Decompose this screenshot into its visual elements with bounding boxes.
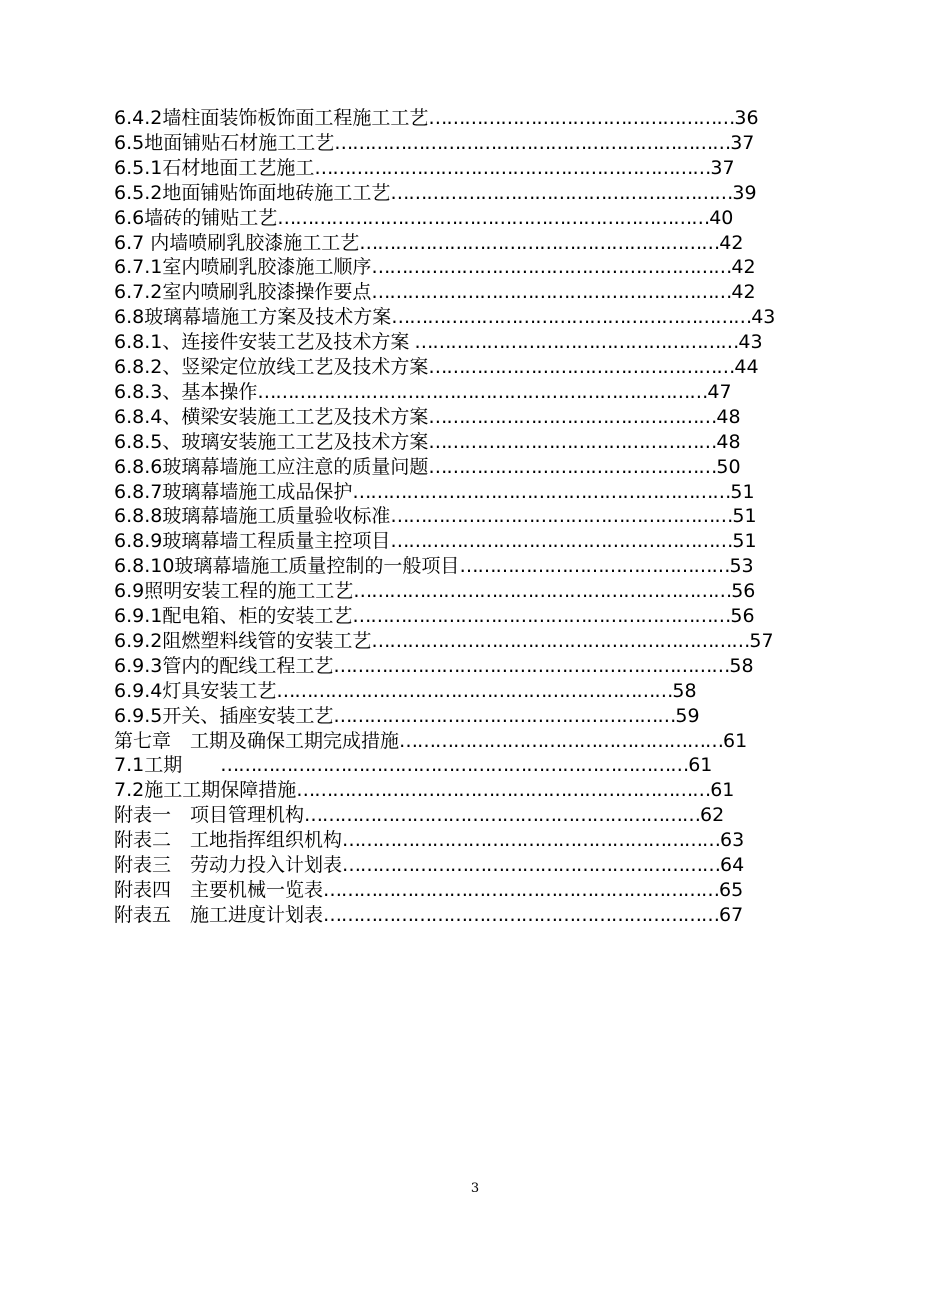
toc-entry-title: 6.8.7玻璃幕墙施工成品保护	[114, 480, 353, 503]
toc-leader-dots: ………………………………………………………	[353, 580, 732, 603]
toc-entry-title: 6.9照明安装工程的施工工艺	[114, 580, 354, 603]
toc-entry-page: 43	[751, 306, 776, 329]
toc-entry-page: 51	[730, 480, 755, 503]
toc-entry	[114, 405, 741, 430]
toc-entry	[114, 330, 763, 355]
toc-entry-title: 6.5地面铺贴石材施工工艺	[114, 131, 335, 154]
toc-entry	[114, 903, 743, 928]
toc-entry-page: 65	[719, 878, 744, 901]
toc-entry-title: 6.8.1、连接件安装工艺及技术方案	[114, 331, 410, 354]
toc-entry	[114, 529, 757, 554]
toc-entry-page: 61	[710, 779, 735, 802]
toc-leader-dots: …………………………………………………………	[276, 679, 673, 702]
toc-entry-title: 6.8.10玻璃幕墙施工质量控制的一般项目	[114, 555, 460, 578]
toc-leader-dots: ………………………………………	[459, 555, 730, 578]
toc-leader-dots: ………………………………………………………	[371, 629, 750, 652]
toc-entry-title: 第七章 工期及确保工期完成措施	[114, 729, 400, 752]
toc-entry-page: 48	[716, 405, 741, 428]
toc-entry-page: 37	[730, 131, 755, 154]
toc-entry-title: 6.8.6玻璃幕墙施工应注意的质量问题	[114, 455, 429, 478]
toc-entry-page: 56	[730, 605, 755, 627]
toc-leader-dots: …………………………………………………	[390, 181, 733, 204]
toc-entry-title: 6.8.4、横梁安装施工工艺及技术方案	[114, 405, 429, 428]
toc-leader-dots: ……………………………………………………………	[296, 779, 711, 802]
toc-entry-title: 附表一 项目管理机构	[114, 804, 305, 827]
toc-entry-title: 6.5.2地面铺贴饰面地砖施工工艺	[114, 181, 391, 204]
toc-entry-title: 6.5.1石材地面工艺施工	[114, 156, 315, 179]
toc-leader-dots: ……………………………………………………	[391, 306, 752, 329]
toc-entry	[114, 778, 734, 803]
toc-entry-page: 42	[731, 256, 756, 279]
toc-entry	[114, 355, 759, 380]
toc-entry	[114, 604, 755, 629]
page-number: 3	[470, 1181, 480, 1196]
toc-leader-dots: ………………………………………………………	[342, 829, 721, 852]
toc-entry	[114, 455, 741, 480]
toc-leader-dots: …………………………………………………	[390, 530, 733, 553]
toc-entry	[114, 803, 724, 828]
toc-leader-dots: ………………………………………………	[409, 331, 739, 354]
toc-entry-page: 50	[716, 455, 741, 478]
toc-entry-title: 6.9.2阻燃塑料线管的安装工艺	[114, 629, 372, 652]
toc-leader-dots: …………………………………………………………	[314, 156, 711, 179]
toc-entry	[114, 853, 744, 878]
toc-entry-page: 53	[729, 555, 754, 578]
toc-entry-page: 62	[700, 804, 725, 827]
toc-leader-dots: ………………………………………………	[399, 729, 724, 752]
toc-entry-title: 6.9.5开关、插座安装工艺	[114, 704, 334, 727]
toc-leader-dots: …………………………………………………………	[334, 131, 731, 154]
toc-leader-dots: …………………………………………………	[390, 505, 733, 528]
toc-leader-dots: ……………………………………………………	[371, 256, 732, 279]
toc-leader-dots: ………………………………………………………………	[277, 206, 710, 229]
toc-entry	[114, 206, 733, 231]
toc-entry-page: 67	[719, 903, 744, 926]
toc-entry-title: 附表三 劳动力投入计划表	[114, 854, 343, 876]
toc-entry	[114, 828, 744, 853]
toc-entry	[114, 106, 759, 131]
toc-entry-title: 6.9.1配电箱、柜的安装工艺	[114, 605, 353, 627]
toc-leader-dots: ……………………………………………	[428, 107, 735, 129]
toc-entry-page: 58	[729, 654, 754, 677]
toc-leader-dots: …………………………………………………………	[304, 804, 701, 827]
toc-entry-title: 6.8.8玻璃幕墙施工质量验收标准	[114, 505, 391, 528]
toc-entry	[114, 579, 755, 604]
toc-entry-title: 6.8.5、玻璃安装施工工艺及技术方案	[114, 430, 429, 453]
toc-entry-title: 6.9.3管内的配线工程工艺	[114, 654, 334, 677]
toc-entry	[114, 654, 754, 679]
toc-entry	[114, 753, 712, 778]
toc-entry	[114, 554, 754, 579]
toc-leader-dots: ………………………………………………………	[352, 480, 731, 503]
toc-entry	[114, 504, 757, 529]
toc-entry-page: 57	[749, 629, 774, 652]
toc-entry	[114, 729, 747, 754]
toc-entry-page: 59	[675, 704, 700, 727]
toc-entry-title: 6.8.3、基本操作	[114, 380, 258, 403]
toc-leader-dots: …………………………………………………………	[333, 654, 730, 677]
toc-entry	[114, 480, 755, 505]
toc-leader-dots: …………………………………………	[428, 430, 717, 453]
toc-entry-page: 37	[710, 156, 735, 179]
toc-entry	[114, 629, 774, 654]
toc-entry-page: 48	[716, 430, 741, 453]
toc-entry-page: 51	[732, 505, 757, 528]
toc-entry	[114, 181, 757, 206]
toc-entry-title: 附表二 工地指挥组织机构	[114, 829, 343, 852]
toc-entry-title: 6.9.4灯具安装工艺	[114, 679, 277, 702]
toc-entry-page: 61	[688, 754, 713, 777]
toc-entry-title: 6.7.2室内喷刷乳胶漆操作要点	[114, 281, 372, 304]
toc-leader-dots: ……………………………………………………………………	[220, 754, 689, 777]
toc-leader-dots: …………………………………………	[428, 455, 717, 478]
toc-entry-title: 6.6墙砖的铺贴工艺	[114, 206, 278, 229]
toc-entry-page: 39	[732, 181, 757, 204]
toc-entry-title: 6.7.1室内喷刷乳胶漆施工顺序	[114, 256, 372, 279]
toc-entry-page: 63	[720, 829, 745, 852]
toc-entry-title: 6.4.2墙柱面装饰板饰面工程施工工艺	[114, 107, 429, 129]
toc-leader-dots: ……………………………………………………	[359, 231, 720, 254]
toc-entry-title: 附表五 施工进度计划表	[114, 903, 324, 926]
toc-leader-dots: …………………………………………………	[333, 704, 676, 727]
toc-entry-page: 40	[709, 206, 734, 229]
toc-entry	[114, 878, 743, 903]
toc-entry-title: 7.2施工工期保障措施	[114, 779, 297, 802]
toc-entry	[114, 280, 756, 305]
toc-entry	[114, 255, 756, 280]
toc-entry	[114, 156, 735, 181]
toc-entry	[114, 231, 743, 256]
toc-leader-dots: ……………………………………………………	[371, 281, 732, 304]
toc-entry-title: 附表四 主要机械一览表	[114, 878, 324, 901]
toc-entry-page: 61	[723, 729, 748, 752]
toc-leader-dots: ………………………………………………………	[352, 605, 731, 627]
toc-leader-dots: …………………………………………………………	[323, 903, 720, 926]
toc-entry	[114, 704, 700, 729]
toc-entry-page: 64	[720, 854, 745, 876]
toc-entry-title: 7.1工期	[114, 754, 221, 777]
toc-entry-page: 58	[672, 679, 697, 702]
toc-entry-page: 36	[734, 107, 759, 129]
toc-entry	[114, 430, 741, 455]
toc-leader-dots: …………………………………………	[428, 405, 717, 428]
toc-entry	[114, 679, 697, 704]
toc-leader-dots: …………………………………………………………	[323, 878, 720, 901]
toc-entry-page: 51	[732, 530, 757, 553]
toc-entry	[114, 380, 732, 405]
toc-entry-page: 43	[738, 331, 763, 354]
toc-entry-title: 6.8.2、竖梁定位放线工艺及技术方案	[114, 356, 429, 378]
toc-entry-title: 6.8玻璃幕墙施工方案及技术方案	[114, 306, 392, 329]
toc-entry	[114, 305, 775, 330]
toc-entry-title: 6.7 内墙喷刷乳胶漆施工工艺	[114, 231, 360, 254]
toc-entry-page: 56	[731, 580, 756, 603]
toc-entry	[114, 131, 754, 156]
toc-entry-title: 6.8.9玻璃幕墙工程质量主控项目	[114, 530, 391, 553]
toc-leader-dots: …………………………………………………………………	[257, 380, 708, 403]
toc-entry-page: 42	[719, 231, 744, 254]
toc-entry-page: 44	[734, 356, 759, 378]
toc-leader-dots: ……………………………………………	[428, 356, 735, 378]
toc-leader-dots: ………………………………………………………	[342, 854, 721, 876]
toc-entry-page: 47	[707, 380, 732, 403]
toc-entry-page: 42	[731, 281, 756, 304]
